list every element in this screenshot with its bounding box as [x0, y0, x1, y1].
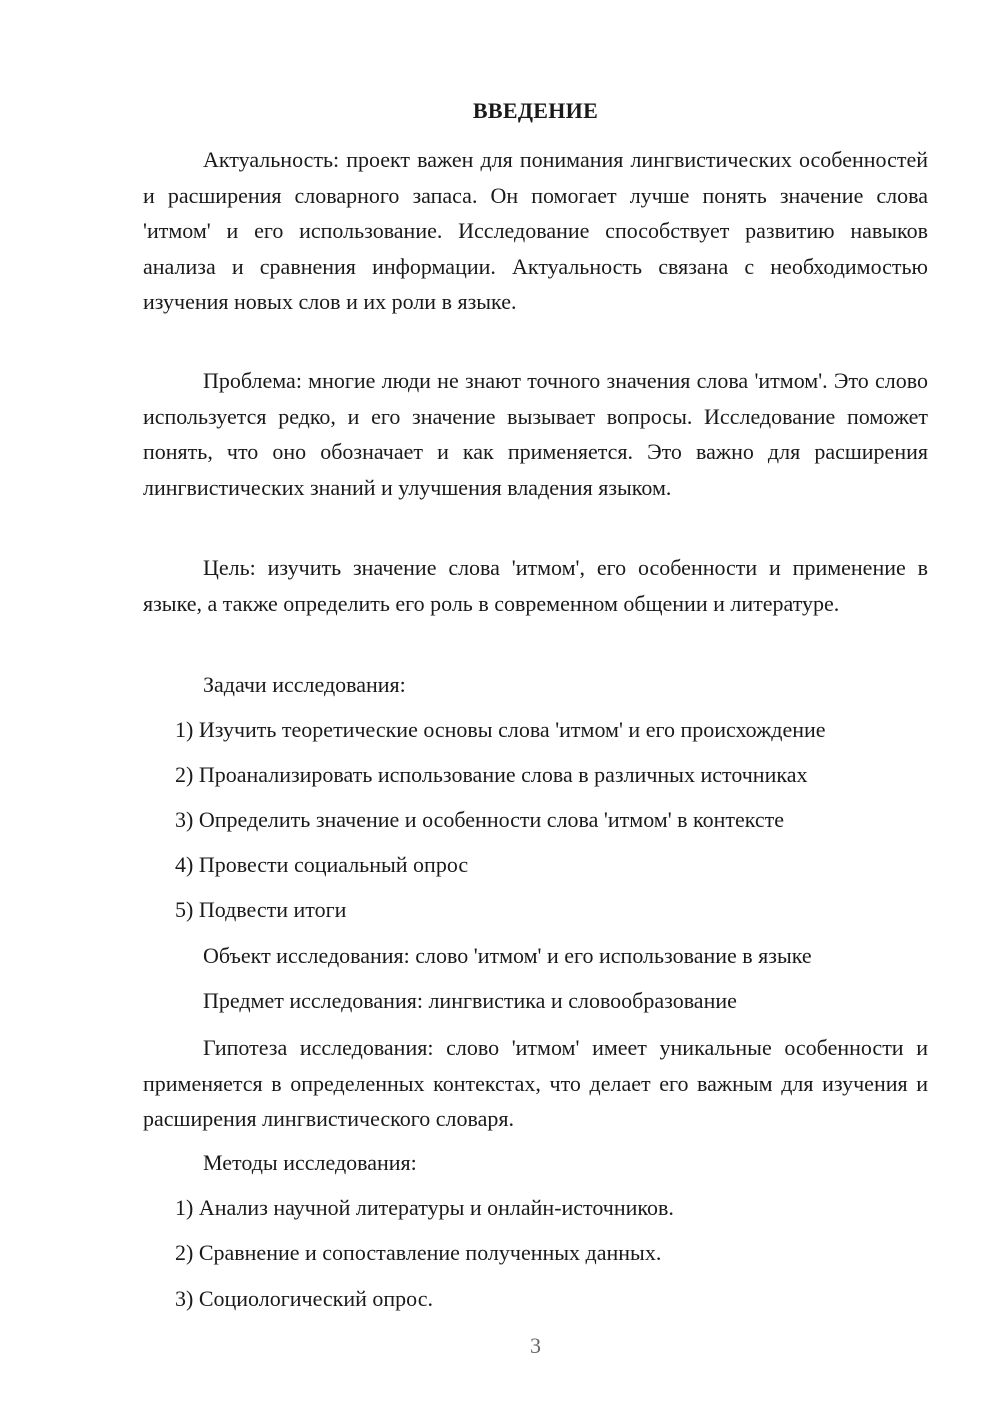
tasks-heading: Задачи исследования: [203, 672, 406, 697]
page-number: 3 [530, 1333, 541, 1358]
task-item-1: 1) Изучить теоретические основы слова 'итмом' и его происхождение [175, 717, 826, 742]
methods-heading: Методы исследования: [203, 1150, 417, 1175]
method-item-3: 3) Социологический опрос. [175, 1286, 433, 1311]
document-page [143, 0, 928, 1414]
task-item-4: 4) Провести социальный опрос [175, 852, 469, 877]
research-subject: Предмет исследования: лингвистика и словообразование [203, 988, 737, 1013]
relevance-paragraph: Актуальность: проект важен для понимания лингвистических особенностей и расширения словарного запаса. Он помогает лучше понять значение слова 'итмом' и его использование. Исследование способствует развитию навыков анализа и сравнения информации. Актуальность связана с необходимостью изучения новых слов и их роли в языке. [143, 147, 928, 314]
task-item-2: 2) Проанализировать использование слова в различных источниках [175, 762, 808, 787]
method-item-2: 2) Сравнение и сопоставление полученных данных. [175, 1240, 662, 1265]
page-title: ВВЕДЕНИЕ [472, 98, 599, 123]
task-item-5: 5) Подвести итоги [175, 897, 347, 922]
research-object: Объект исследования: слово 'итмом' и его использование в языке [203, 943, 812, 968]
task-item-3: 3) Определить значение и особенности слова 'итмом' в контексте [175, 807, 785, 832]
problem-paragraph: Проблема: многие люди не знают точного значения слова 'итмом'. Это слово используется редко, и его значение вызывает вопросы. Исследование поможет понять, что оно обозначает и как применяется. Это важно для расширения лингвистических знаний и улучшения владения языком. [143, 368, 928, 500]
method-item-1: 1) Анализ научной литературы и онлайн-источников. [175, 1195, 674, 1220]
hypothesis-paragraph: Гипотеза исследования: слово 'итмом' имеет уникальные особенности и применяется в определенных контекстах, что делает его важным для изучения и расширения лингвистического словаря. [143, 1035, 928, 1131]
goal-paragraph: Цель: изучить значение слова 'итмом', его особенности и применение в языке, а также определить его роль в современном общении и литературе. [143, 555, 928, 616]
